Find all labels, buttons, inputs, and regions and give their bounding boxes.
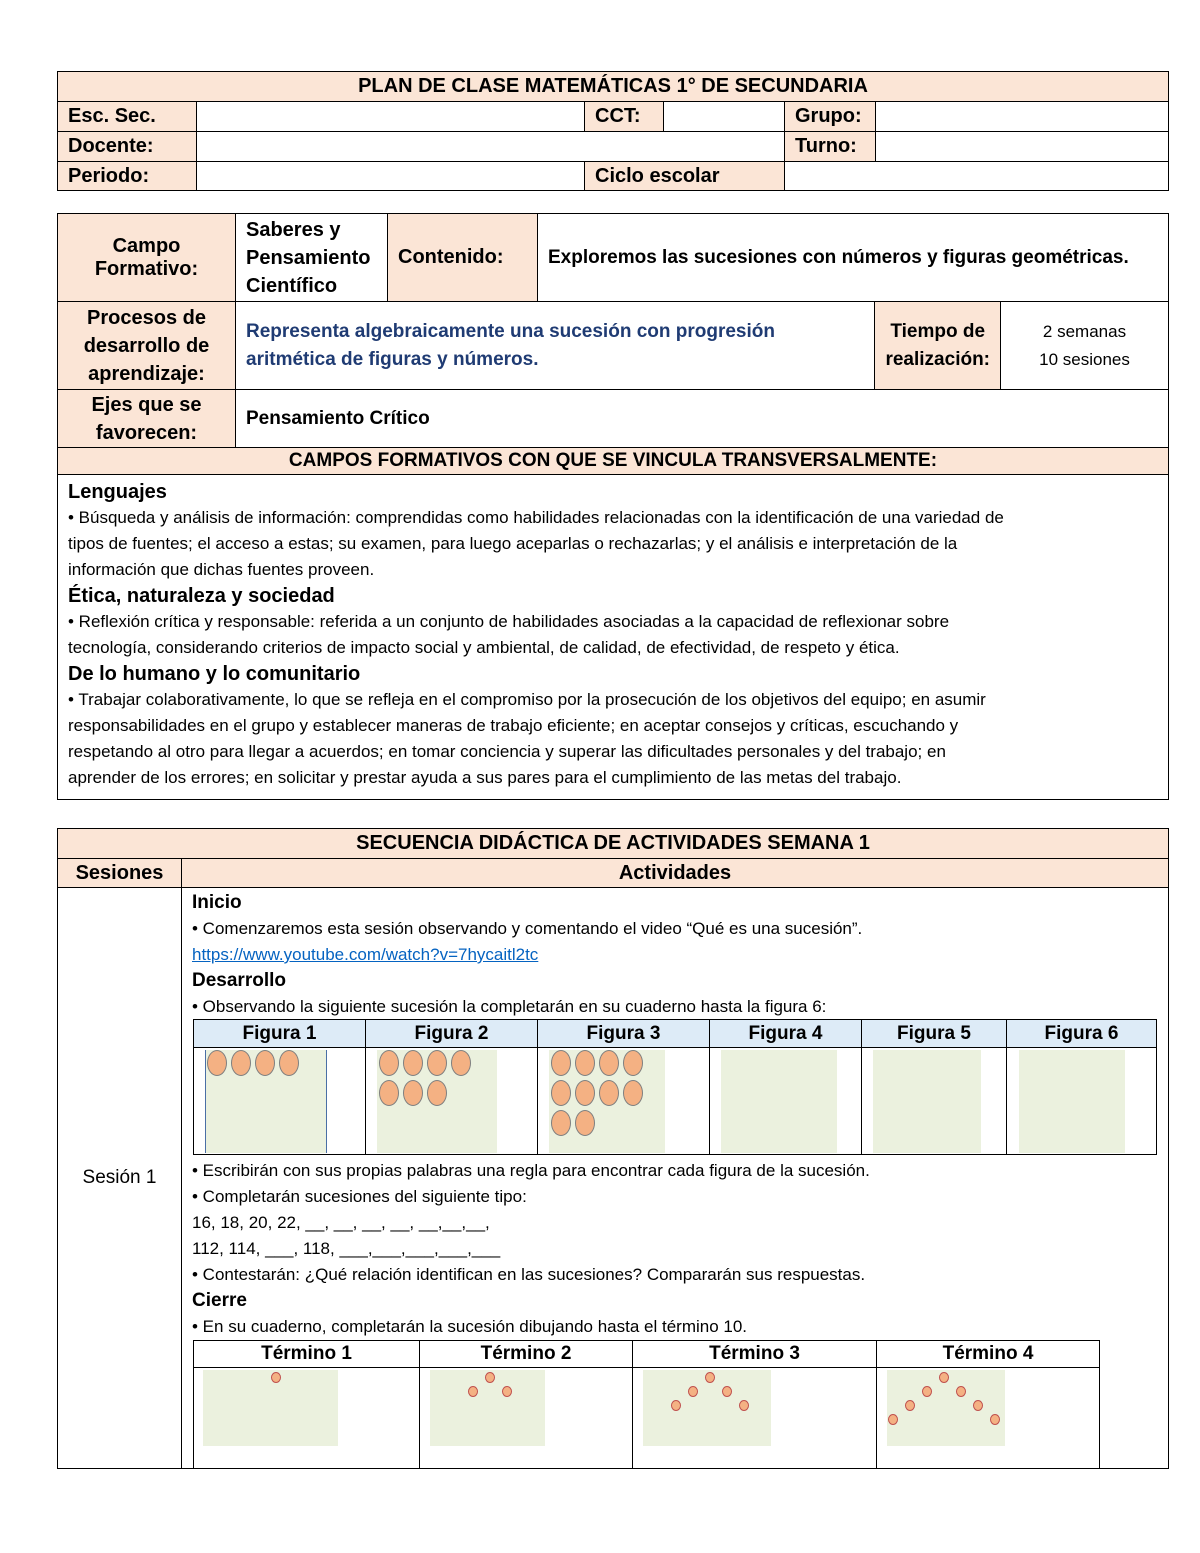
sequence-1: 16, 18, 20, 22, __, __, __, __, __,__,__, bbox=[192, 1213, 490, 1232]
figura-dot bbox=[427, 1080, 447, 1106]
termino-dot bbox=[888, 1414, 898, 1425]
lenguajes-line: • Búsqueda y análisis de información: comprendidas como habilidades relacionadas con la identificación de una variedad de bbox=[68, 508, 1004, 527]
figura-dot bbox=[279, 1050, 299, 1076]
desarrollo-title: Desarrollo bbox=[192, 970, 286, 991]
figura-dot bbox=[551, 1110, 571, 1136]
after-line: • Completarán sucesiones del siguiente tipo: bbox=[192, 1187, 527, 1206]
col-sesiones: Sesiones bbox=[58, 859, 182, 888]
transversal-title: CAMPOS FORMATIVOS CON QUE SE VINCULA TRANSVERSALMENTE: bbox=[58, 448, 1169, 475]
figura-dot bbox=[575, 1080, 595, 1106]
figura-answer-area[interactable] bbox=[1019, 1050, 1125, 1153]
esc-label: Esc. Sec. bbox=[58, 102, 197, 132]
cct-label: CCT: bbox=[585, 102, 664, 132]
secuencia-table bbox=[57, 828, 1169, 1469]
esc-field[interactable] bbox=[197, 102, 585, 132]
termino-dot bbox=[739, 1400, 749, 1411]
ejes-value: Pensamiento Crítico bbox=[236, 390, 1169, 448]
figuras-table bbox=[193, 1019, 1157, 1155]
humano-line: responsabilidades en el grupo y establecer maneras de trabajo eficiente; en aceptar consejos y críticas, escuchando y bbox=[68, 716, 959, 735]
terminos-drawing bbox=[193, 1368, 1100, 1468]
grupo-label: Grupo: bbox=[785, 102, 876, 132]
humano-line: respetando al otro para llegar a acuerdos; en tomar conciencia y superar las dificultades personales y del trabajo; en bbox=[68, 742, 946, 761]
lenguajes-title: Lenguajes bbox=[68, 481, 167, 503]
termino-dot bbox=[973, 1400, 983, 1411]
termino-answer-area bbox=[203, 1370, 338, 1446]
figura-dot bbox=[255, 1050, 275, 1076]
ciclo-label: Ciclo escolar bbox=[585, 162, 785, 191]
termino-dot bbox=[990, 1414, 1000, 1425]
periodo-label: Periodo: bbox=[58, 162, 197, 191]
termino-dot bbox=[922, 1386, 932, 1397]
campo-label: Campo Formativo: bbox=[58, 214, 236, 302]
figura-header: Figura 2 bbox=[366, 1020, 538, 1048]
figura-dot bbox=[623, 1050, 643, 1076]
procesos-value: Representa algebraicamente una sucesión con progresión aritmética de figuras y números. bbox=[236, 302, 875, 390]
figura-dot bbox=[403, 1080, 423, 1106]
termino-dot bbox=[722, 1386, 732, 1397]
termino-dot bbox=[956, 1386, 966, 1397]
termino-header: Término 1 bbox=[194, 1341, 420, 1368]
termino-dot bbox=[485, 1372, 495, 1383]
figura-dot bbox=[599, 1050, 619, 1076]
desarrollo-line: • Observando la siguiente sucesión la completarán en su cuaderno hasta la figura 6: bbox=[192, 997, 827, 1016]
after-line: • Escribirán con sus propias palabras una regla para encontrar cada figura de la sucesión. bbox=[192, 1161, 870, 1180]
humano-line: • Trabajar colaborativamente, lo que se refleja en el compromiso por la prosecución de los objetivos del equipo; en asumir bbox=[68, 690, 986, 709]
etica-title: Ética, naturaleza y sociedad bbox=[68, 585, 335, 607]
contenido-label: Contenido: bbox=[388, 214, 538, 302]
contenido-value: Exploremos las sucesiones con números y figuras geométricas. bbox=[538, 214, 1169, 302]
terminos-table bbox=[193, 1340, 1100, 1468]
figura-dot bbox=[551, 1050, 571, 1076]
plan-table bbox=[57, 213, 1169, 800]
termino-dot bbox=[939, 1372, 949, 1383]
figura-header: Figura 6 bbox=[1007, 1020, 1157, 1048]
inicio-title: Inicio bbox=[192, 892, 242, 913]
docente-label: Docente: bbox=[58, 132, 197, 162]
cierre-line: • En su cuaderno, completarán la sucesión dibujando hasta el término 10. bbox=[192, 1317, 748, 1336]
termino-dot bbox=[688, 1386, 698, 1397]
cct-field[interactable] bbox=[664, 102, 785, 132]
tiempo-value bbox=[1001, 302, 1169, 390]
figura-dot bbox=[231, 1050, 251, 1076]
figura-dot bbox=[599, 1080, 619, 1106]
procesos-label: Procesos de desarrollo de aprendizaje: bbox=[58, 302, 236, 390]
video-link[interactable]: https://www.youtube.com/watch?v=7hycaitl2tc bbox=[192, 945, 539, 964]
turno-field[interactable] bbox=[876, 132, 1169, 162]
termino-header: Término 2 bbox=[420, 1341, 633, 1368]
session-label: Sesión 1 bbox=[58, 888, 182, 1469]
figura-dot bbox=[207, 1050, 227, 1076]
campo-value: Saberes y Pensamiento Científico bbox=[236, 214, 388, 302]
humano-line: aprender de los errores; en solicitar y prestar ayuda a sus pares para el cumplimiento de las metas del trabajo. bbox=[68, 768, 902, 787]
figura-answer-area[interactable] bbox=[721, 1050, 837, 1153]
termino-dot bbox=[905, 1400, 915, 1411]
sequence-2: 112, 114, ___, 118, ___,___,___,___,___ bbox=[192, 1239, 501, 1258]
etica-line: tecnología, considerando criterios de impacto social y ambiental, de calidad, de efectividad, de respeto y ética. bbox=[68, 638, 900, 657]
col-actividades: Actividades bbox=[182, 859, 1169, 888]
lenguajes-line: información que dichas fuentes proveen. bbox=[68, 560, 375, 579]
inicio-line: • Comenzaremos esta sesión observando y comentando el video “Qué es una sucesión”. bbox=[192, 919, 863, 938]
grupo-field[interactable] bbox=[876, 102, 1169, 132]
termino-header: Término 4 bbox=[877, 1341, 1100, 1368]
lenguajes-line: tipos de fuentes; el acceso a estas; su examen, para luego aceparlas o rechazarlas; y el análisis e interpretación de la bbox=[68, 534, 958, 553]
figura-dot bbox=[451, 1050, 471, 1076]
figura-dot bbox=[427, 1050, 447, 1076]
termino-dot bbox=[468, 1386, 478, 1397]
transversal-content bbox=[58, 475, 1169, 800]
turno-label: Turno: bbox=[785, 132, 876, 162]
figuras-drawing bbox=[193, 1048, 1157, 1155]
humano-title: De lo humano y lo comunitario bbox=[68, 663, 361, 685]
secuencia-title: SECUENCIA DIDÁCTICA DE ACTIVIDADES SEMANA 1 bbox=[58, 829, 1169, 859]
etica-line: • Reflexión crítica y responsable: referida a un conjunto de habilidades asociadas a la capacidad de reflexionar sobre bbox=[68, 612, 950, 631]
termino-dot bbox=[705, 1372, 715, 1383]
ciclo-field[interactable] bbox=[785, 162, 1169, 191]
figura-dot bbox=[403, 1050, 423, 1076]
plan-title: PLAN DE CLASE MATEMÁTICAS 1° DE SECUNDARIA bbox=[58, 72, 1169, 102]
after-line: • Contestarán: ¿Qué relación identifican en las sucesiones? Compararán sus respuestas. bbox=[192, 1265, 866, 1284]
termino-dot bbox=[502, 1386, 512, 1397]
figura-dot bbox=[575, 1110, 595, 1136]
figura-header: Figura 4 bbox=[710, 1020, 862, 1048]
tiempo-weeks: 2 semanas bbox=[1042, 321, 1127, 341]
figura-header: Figura 1 bbox=[194, 1020, 366, 1048]
figura-dot bbox=[379, 1080, 399, 1106]
cierre-title: Cierre bbox=[192, 1290, 247, 1311]
docente-field[interactable] bbox=[197, 132, 785, 162]
figura-dot bbox=[379, 1050, 399, 1076]
figura-header: Figura 3 bbox=[538, 1020, 710, 1048]
header-table bbox=[57, 71, 1169, 191]
figura-dot bbox=[575, 1050, 595, 1076]
activities-cell bbox=[182, 888, 1169, 1469]
periodo-field[interactable] bbox=[197, 162, 585, 191]
termino-header: Término 3 bbox=[633, 1341, 877, 1368]
figura-dot bbox=[551, 1080, 571, 1106]
figura-dot bbox=[623, 1080, 643, 1106]
tiempo-label: Tiempo de realización: bbox=[875, 302, 1001, 390]
figura-header: Figura 5 bbox=[862, 1020, 1007, 1048]
termino-dot bbox=[671, 1400, 681, 1411]
termino-dot bbox=[271, 1372, 281, 1383]
tiempo-sessions: 10 sesiones bbox=[1039, 349, 1130, 369]
ejes-label: Ejes que se favorecen: bbox=[58, 390, 236, 448]
figura-answer-area[interactable] bbox=[873, 1050, 981, 1153]
